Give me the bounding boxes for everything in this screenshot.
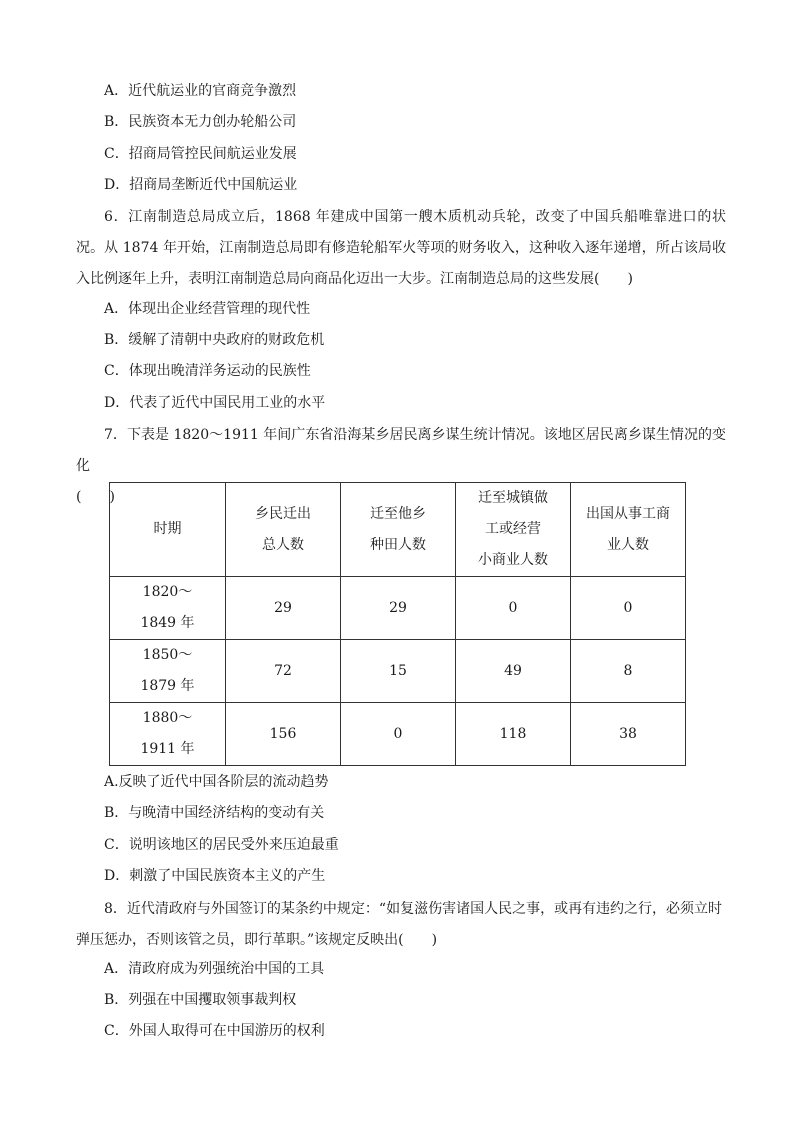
q8-stem-rest: 弹压惩办，否则该管之员，即行革职。”该规定反映出( ) [76,932,438,948]
q5-option-a: A．近代航运业的官商竞争激烈 [104,83,297,99]
q7-option-b: B．与晚清中国经济结构的变动有关 [104,805,325,821]
q6-stem-rest: 从 1874 年开始，江南制造总局即有修造轮船军火等项的财务收入，这种收入逐年递增，所占该局收入比例逐年上升，表明江南制造总局向商品化迈出一大步。江南制造总局的这些发展( ) [76,240,727,287]
header-abroad-commerce: 出国从事工商 业人数 [571,483,686,577]
table-cell: 8 [571,640,686,703]
q8-option-a: A．清政府成为列强统治中国的工具 [104,961,325,977]
table-row [110,577,686,640]
q7-option-a: A.反映了近代中国各阶层的流动趋势 [104,774,329,790]
q8-stem-first: 8．近代清政府与外国签订的某条约中规定：“如复滋伤害诸国人民之事，或再有违约之行，必须立时 [104,901,723,917]
q6-stem [76,202,726,295]
q8-option-c: C．外国人取得可在中国游历的权利 [104,1023,325,1039]
q8-stem [76,894,726,956]
table-cell: 156 [226,703,341,766]
q7-option-c: C．说明该地区的居民受外来压迫最重 [104,837,339,853]
header-total-migrants: 乡民迁出 总人数 [226,483,341,577]
q5-option-c: C．招商局管控民间航运业发展 [104,146,297,162]
table-cell: 0 [571,577,686,640]
q6-option-c: C．体现出晚清洋务运动的民族性 [104,363,311,379]
q6-option-a: A．体现出企业经营管理的现代性 [104,301,311,317]
header-farming-elsewhere: 迁至他乡 种田人数 [341,483,456,577]
statistics-table [109,482,686,766]
q5-option-d: D．招商局垄断近代中国航运业 [104,177,298,193]
q6-stem-first: 6．江南制造总局成立后，1868 年建成中国第一艘木质机动兵轮，改变了中国兵船唯靠进口的状况。 [76,209,726,256]
table-cell: 72 [226,640,341,703]
table-cell: 29 [226,577,341,640]
header-urban-work: 迁至城镇做 工或经营 小商业人数 [456,483,571,577]
cell-period: 1850～ 1879 年 [110,640,226,703]
header-period: 时期 [110,483,226,577]
table-row [110,703,686,766]
q6-option-b: B．缓解了清朝中央政府的财政危机 [104,332,325,348]
table-cell: 29 [341,577,456,640]
table-cell: 0 [456,577,571,640]
q7-stem-rest: ( ) [76,489,115,505]
q7-option-d: D．刺激了中国民族资本主义的产生 [104,868,326,884]
q5-option-b: B．民族资本无力创办轮船公司 [104,114,297,130]
q6-option-d: D．代表了近代中国民用工业的水平 [104,395,326,411]
table-cell: 38 [571,703,686,766]
cell-period: 1820～ 1849 年 [110,577,226,640]
table-cell: 0 [341,703,456,766]
table-cell: 15 [341,640,456,703]
cell-period: 1880～ 1911 年 [110,703,226,766]
table-row [110,640,686,703]
table-cell: 118 [456,703,571,766]
q8-option-b: B．列强在中国攫取领事裁判权 [104,992,297,1008]
table-cell: 49 [456,640,571,703]
table-header-row [110,483,686,577]
q7-stem-first: 7．下表是 1820～1911 年间广东省沿海某乡居民离乡谋生统计情况。该地区居民离乡谋生情况的变化 [76,427,726,474]
